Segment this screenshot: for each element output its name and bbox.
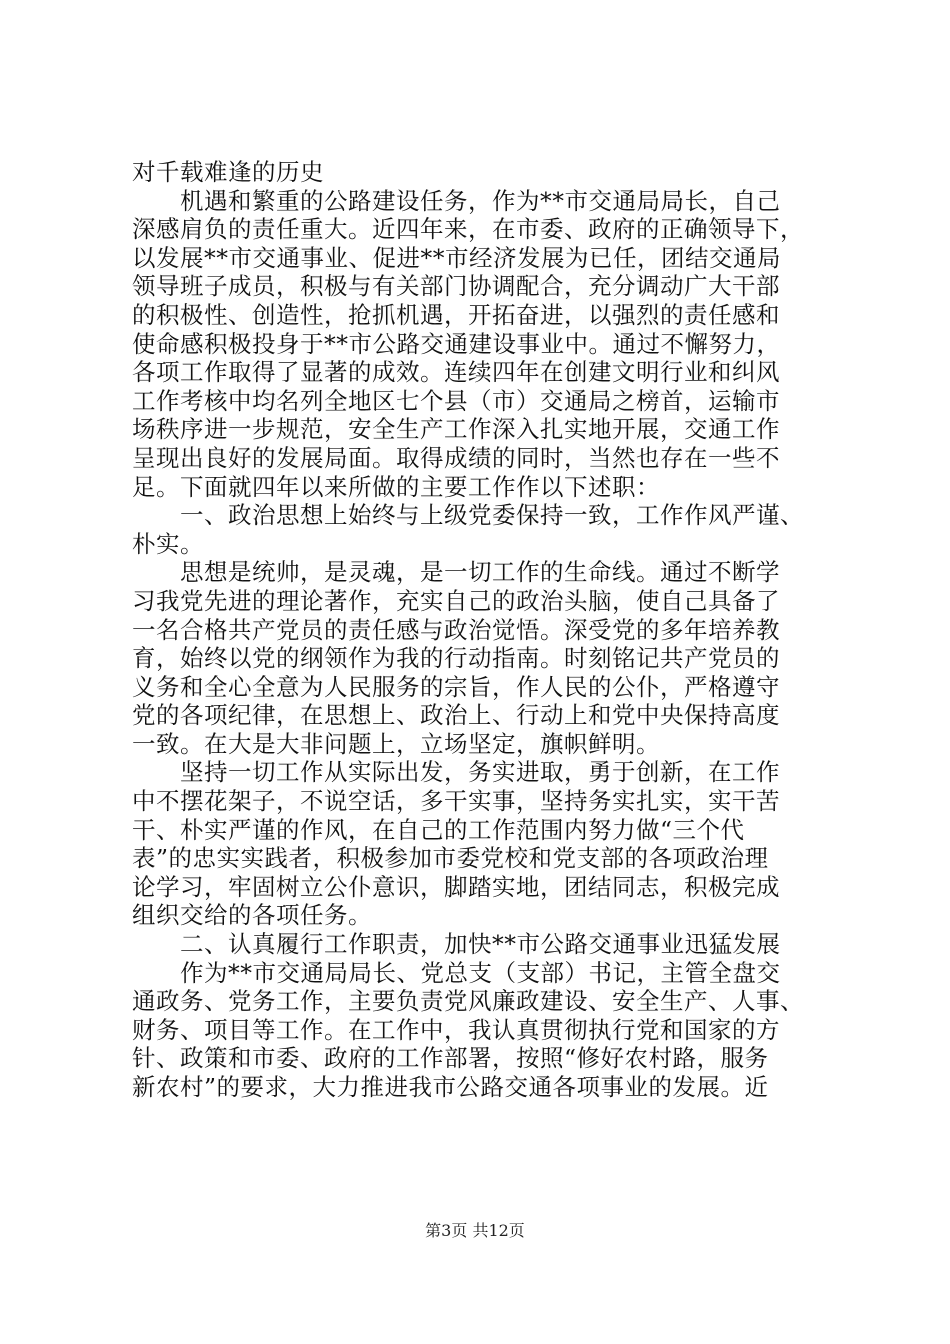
section-heading: 一、政治思想上始终与上级党委保持一致，工作作风严谨、	[132, 501, 804, 530]
text-line: 干、朴实严谨的作风，在自己的工作范围内努力做“三个代	[132, 815, 745, 844]
text-line: 通政务、党务工作，主要负责党风廉政建设、安全生产、人事、	[132, 987, 804, 1016]
text-line: 中不摆花架子，不说空话，多干实事，坚持务实扎实，实干苦	[132, 787, 780, 816]
text-line: 工作考核中均名列全地区七个县（市）交通局之榜首，运输市	[132, 386, 780, 415]
text-line: 组织交给的各项任务。	[132, 901, 372, 930]
text-line: 深感肩负的责任重大。近四年来，在市委、政府的正确领导下，	[132, 215, 804, 244]
text-line: 足。下面就四年以来所做的主要工作作以下述职：	[132, 472, 660, 501]
text-line: 的积极性、创造性，抢抓机遇，开拓奋进，以强烈的责任感和	[132, 300, 780, 329]
text-line: 论学习，牢固树立公仆意识，脚踏实地，团结同志，积极完成	[132, 872, 780, 901]
document-body	[132, 158, 832, 1102]
text-line: 一名合格共产党员的责任感与政治觉悟。深受党的多年培养教	[132, 615, 780, 644]
text-line: 一致。在大是大非问题上，立场坚定，旗帜鲜明。	[132, 729, 660, 758]
text-line: 针、政策和市委、政府的工作部署，按照“修好农村路，服务	[132, 1044, 769, 1073]
text-line: 表”的忠实实践者，积极参加市委党校和党支部的各项政治理	[132, 844, 769, 873]
text-line: 思想是统帅，是灵魂，是一切工作的生命线。通过不断学	[132, 558, 780, 587]
text-line: 育，始终以党的纲领作为我的行动指南。时刻铭记共产党员的	[132, 644, 780, 673]
page-number-footer: 第3页 共12页	[425, 1221, 525, 1240]
text-line: 财务、项目等工作。在工作中，我认真贯彻执行党和国家的方	[132, 1015, 780, 1044]
text-line: 党的各项纪律，在思想上、政治上、行动上和党中央保持高度	[132, 701, 780, 730]
text-line: 义务和全心全意为人民服务的宗旨，作人民的公仆，严格遵守	[132, 672, 780, 701]
text-line: 坚持一切工作从实际出发，务实进取，勇于创新，在工作	[132, 758, 780, 787]
text-line: 新农村”的要求，大力推进我市公路交通各项事业的发展。近	[132, 1073, 769, 1101]
text-line: 作为**市交通局局长、党总支（支部）书记，主管全盘交	[132, 958, 781, 987]
text-line: 使命感积极投身于**市公路交通建设事业中。通过不懈努力，	[132, 329, 781, 358]
text-line: 对千载难逢的历史	[132, 158, 324, 186]
text-line: 习我党先进的理论著作，充实自己的政治头脑，使自己具备了	[132, 586, 780, 615]
section-heading-cont: 朴实。	[132, 529, 204, 558]
text-line: 各项工作取得了显著的成效。连续四年在创建文明行业和纠风	[132, 358, 780, 387]
text-line: 以发展**市交通事业、促进**市经济发展为已任，团结交通局	[132, 243, 781, 272]
text-line: 领导班子成员，积极与有关部门协调配合，充分调动广大干部	[132, 272, 780, 301]
text-line: 呈现出良好的发展局面。取得成绩的同时，当然也存在一些不	[132, 443, 780, 472]
section-heading: 二、认真履行工作职责，加快**市公路交通事业迅猛发展	[132, 930, 781, 959]
text-line: 机遇和繁重的公路建设任务，作为**市交通局局长，自己	[132, 186, 781, 215]
text-line: 场秩序进一步规范，安全生产工作深入扎实地开展，交通工作	[132, 415, 780, 444]
